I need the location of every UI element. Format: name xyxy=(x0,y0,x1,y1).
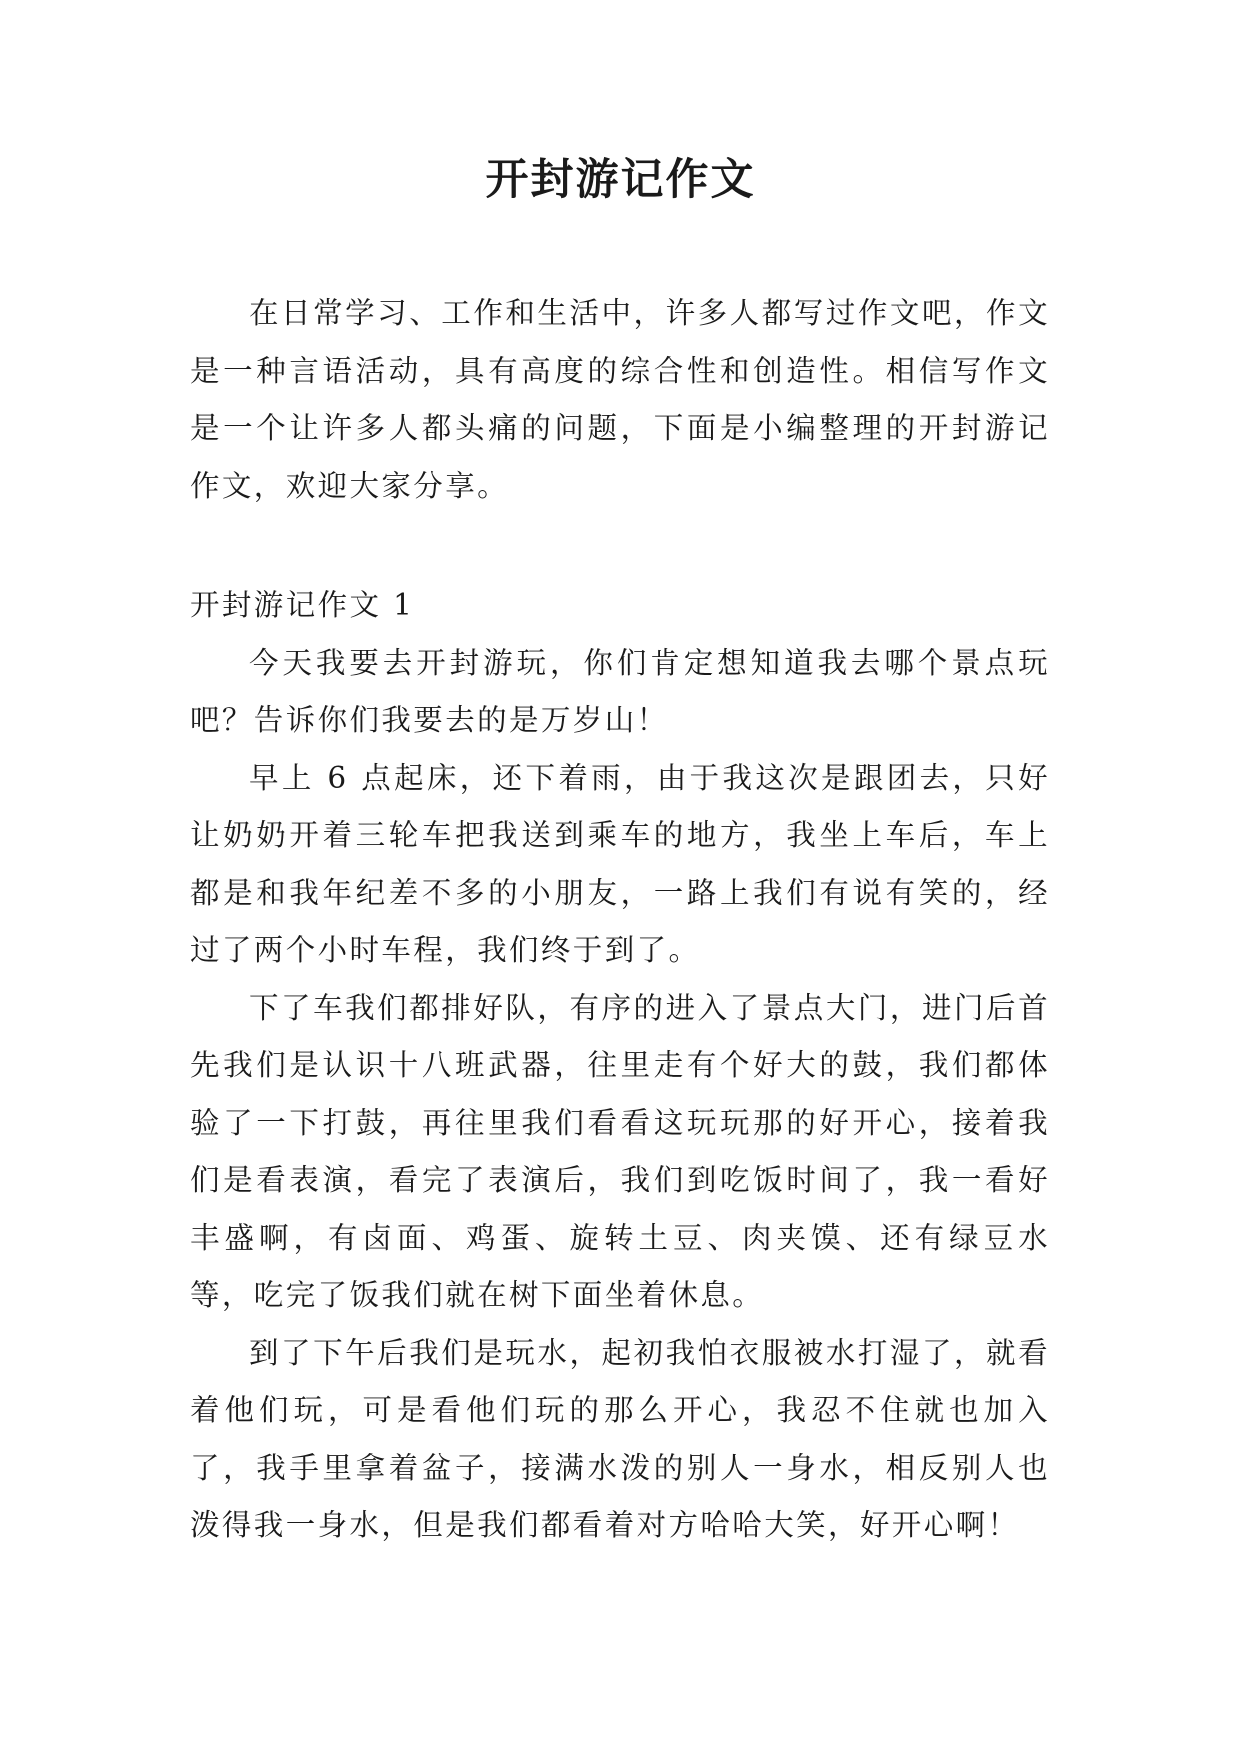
document-title: 开封游记作文 xyxy=(485,155,756,205)
essay-section xyxy=(190,577,1050,1555)
essay-paragraph: 到了下午后我们是玩水，起初我怕衣服被水打湿了，就看着他们玩，可是看他们玩的那么开心，我忍不住就也加入了，我手里拿着盆子，接满水泼的别人一身水，相反别人也泼得我一身水，但是我们都看着对方哈哈大笑，好开心啊！ xyxy=(190,1335,1050,1542)
essay-paragraph: 今天我要去开封游玩，你们肯定想知道我去哪个景点玩吧？告诉你们我要去的是万岁山！ xyxy=(190,645,1050,737)
intro-paragraph: 在日常学习、工作和生活中，许多人都写过作文吧，作文是一种言语活动，具有高度的综合性和创造性。相信写作文是一个让许多人都头痛的问题，下面是小编整理的开封游记作文，欢迎大家分享。 xyxy=(190,296,1050,503)
essay-paragraph: 早上 6 点起床，还下着雨，由于我这次是跟团去，只好让奶奶开着三轮车把我送到乘车的地方，我坐上车后，车上都是和我年纪差不多的小朋友，一路上我们有说有笑的，经过了两个小时车程，我们终于到了。 xyxy=(190,760,1050,967)
section-heading: 开封游记作文 1 xyxy=(190,588,415,622)
essay-paragraph: 下了车我们都排好队，有序的进入了景点大门，进门后首先我们是认识十八班武器，往里走有个好大的鼓，我们都体验了一下打鼓，再往里我们看看这玩玩那的好开心，接着我们是看表演，看完了表演后，我们到吃饭时间了，我一看好丰盛啊，有卤面、鸡蛋、旋转土豆、肉夹馍、还有绿豆水等，吃完了饭我们就在树下面坐着休息。 xyxy=(190,990,1050,1312)
